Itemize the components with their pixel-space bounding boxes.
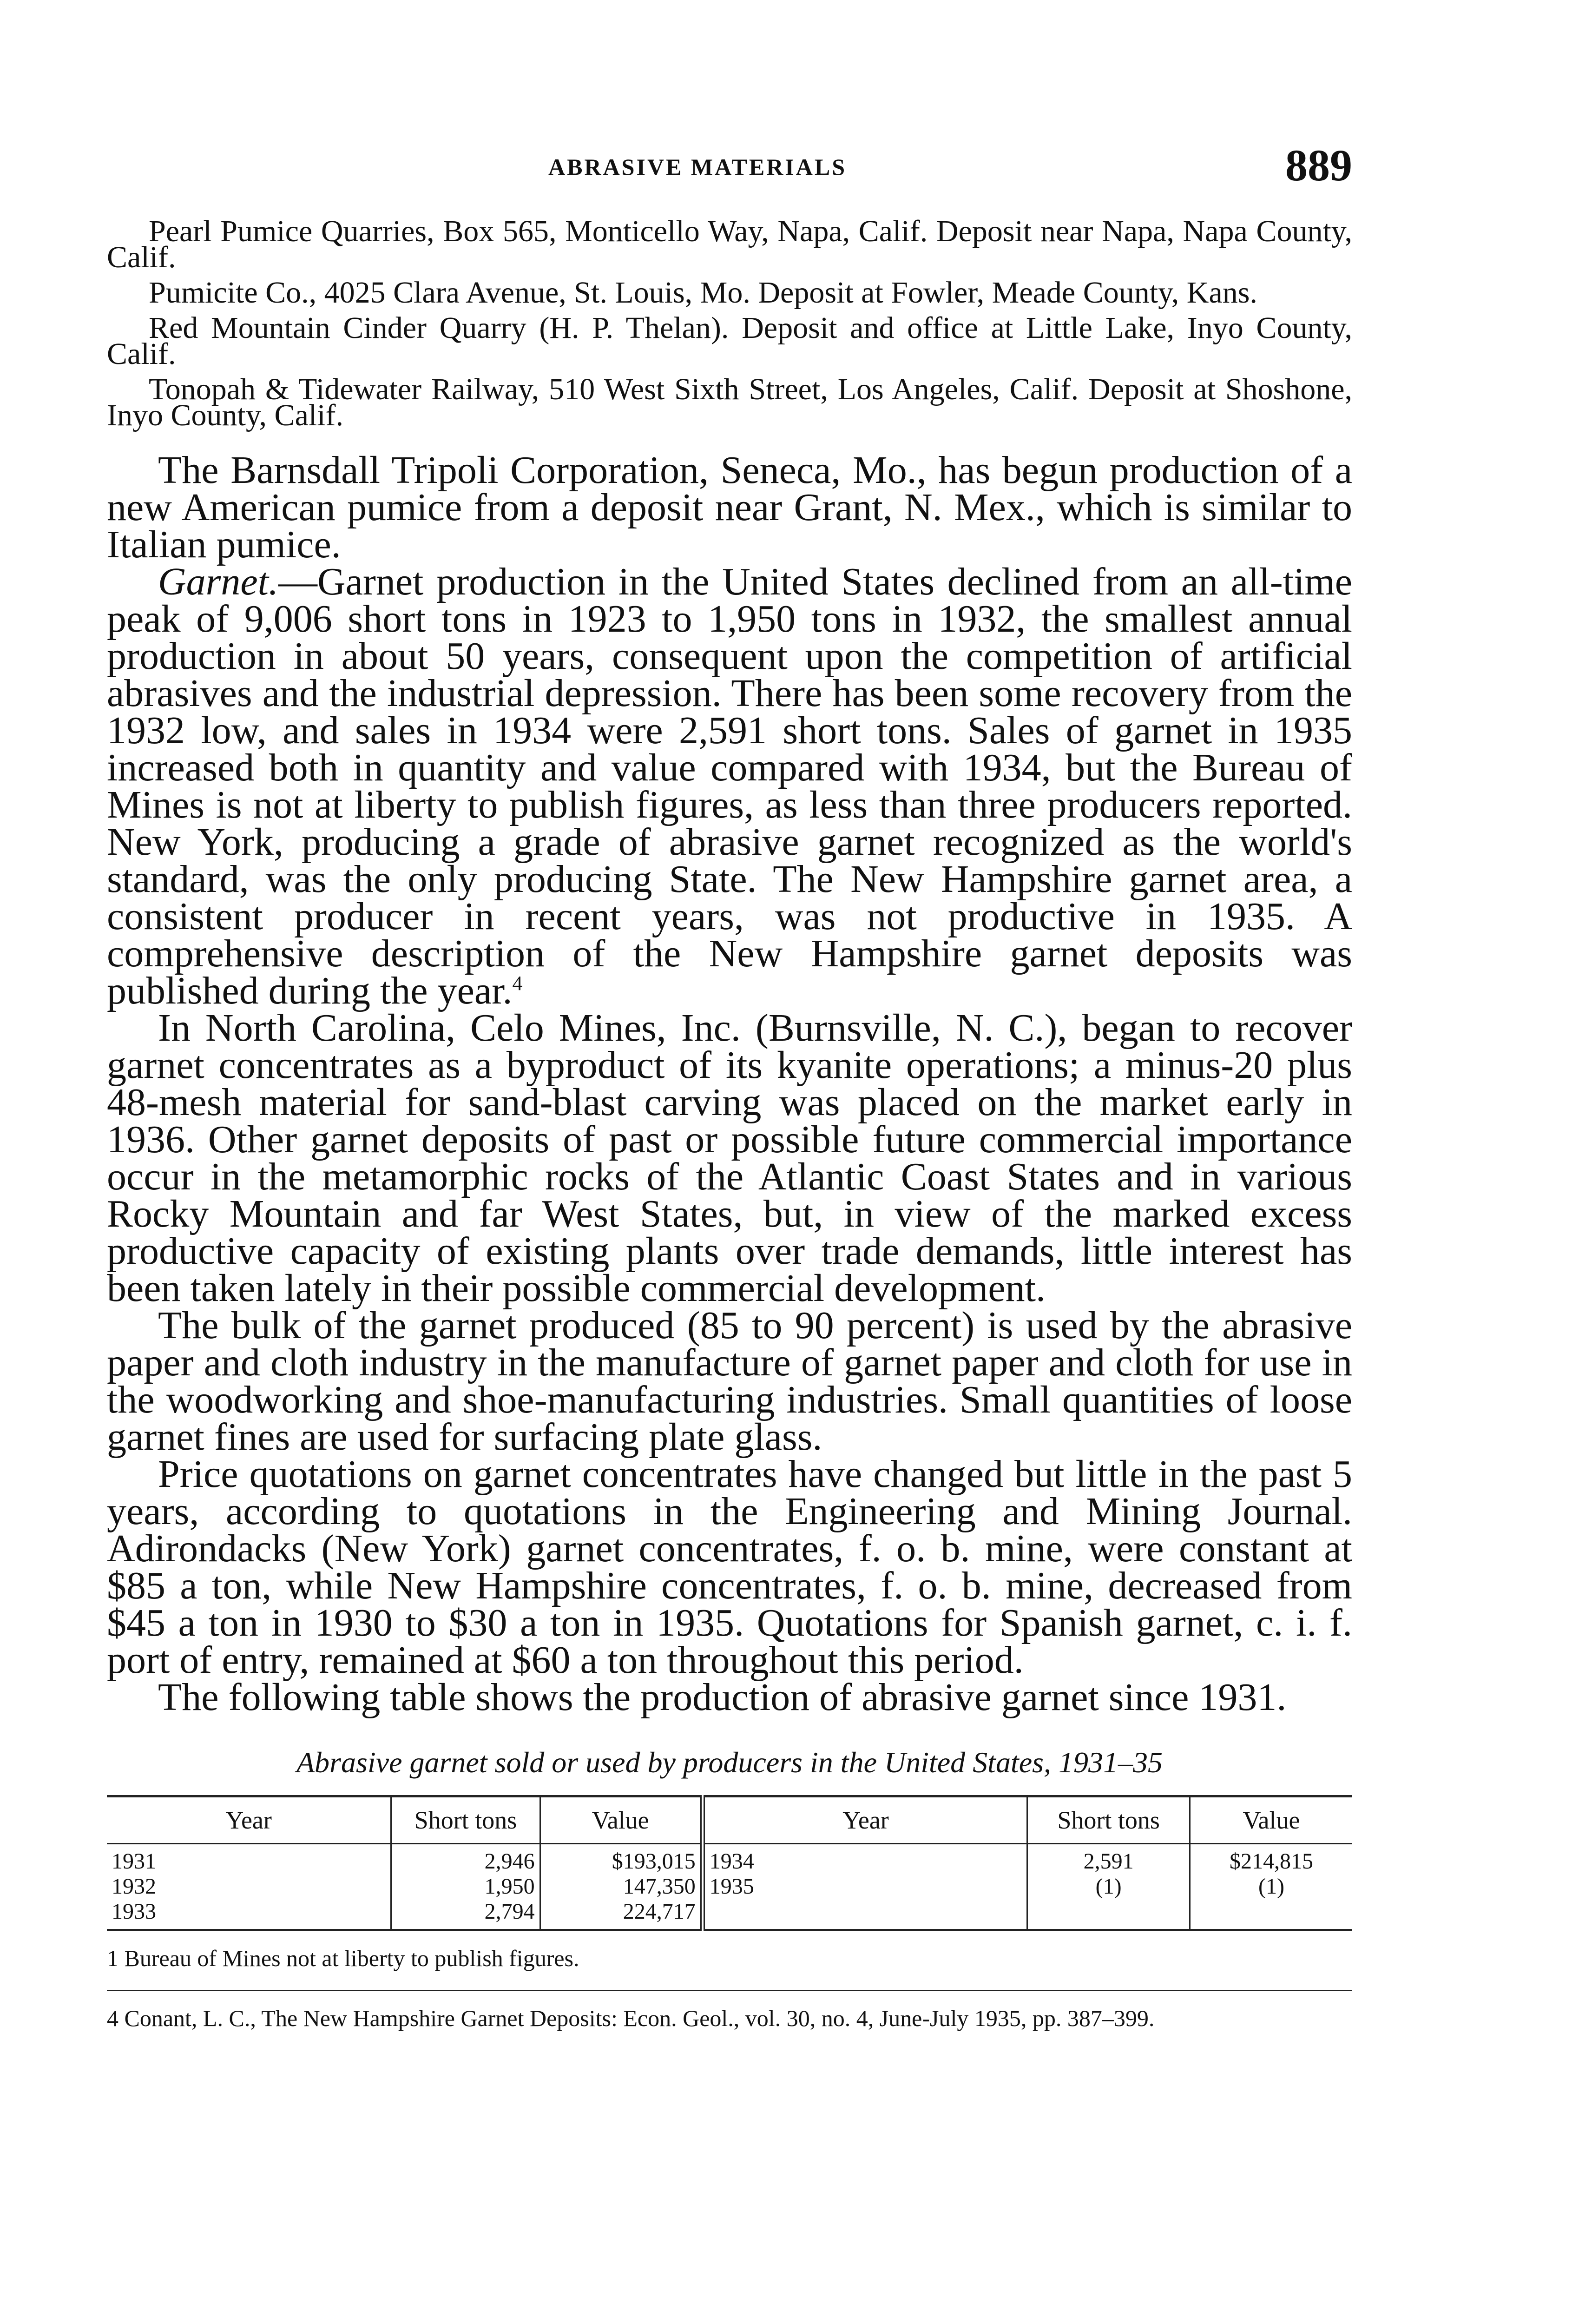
producer-entry: Red Mountain Cinder Quarry (H. P. Thelan). Deposit and office at Little Lake, Inyo County, Calif. [107,311,1352,371]
document-page [107,139,1352,2324]
short-tons-cell: 2,946 1,950 2,794 [391,1844,540,1930]
running-title: ABRASIVE MATERIALS [548,154,847,180]
producer-entry: Pearl Pumice Quarries, Box 565, Monticello Way, Napa, Calif. Deposit near Napa, Napa County, Calif. [107,214,1352,274]
column-header-year: Year [107,1796,391,1844]
garnet-run-in-heading: Garnet. [158,560,278,603]
value-cell: $214,815 (1) [1229,1849,1313,1899]
table-row [107,1844,1352,1930]
short-tons-cell: 2,591 (1) [1027,1844,1190,1930]
page-header [107,139,1352,191]
column-header-value: Value [540,1796,703,1844]
body-text [107,449,1352,1719]
table-caption: Abrasive garnet sold or used by producers in the United States, 1931–35 [296,1746,1163,1779]
paragraph-garnet [107,560,1352,1012]
paragraph-table-intro: The following table shows the production of abrasive garnet since 1931. [158,1676,1287,1719]
paragraph-price-quotations: Price quotations on garnet concentrates have changed but little in the past 5 years, according to quotations in the Engineering and Mining Journal. Adirondacks (New York) garnet concentrates, f. o. b. mine, were constant at $85 a ton, while New Hampshire concentrates, f. o. b. mine, decreased from $45 a ton in 1930 to $30 a ton in 1935. Quotations for Spanish garnet, c. i. f. port of entry, remained at $60 a ton throughout this period. [107,1452,1352,1682]
column-header-year: Year [703,1796,1027,1844]
year-cell: 1934 1935 [703,1844,1027,1930]
garnet-production-table [107,1795,1352,1931]
footnote-marker: 4 [512,972,523,995]
paragraph-barnsdall: The Barnsdall Tripoli Corporation, Seneca, Mo., has begun production of a new American pumice from a deposit near Grant, N. Mex., which is similar to Italian pumice. [107,449,1352,566]
producer-list [107,214,1352,432]
page-number: 889 [1285,140,1352,190]
column-header-value: Value [1190,1796,1352,1844]
column-header-short-tons: Short tons [1027,1796,1190,1844]
table-header-row [107,1796,1352,1844]
producer-entry: Pumicite Co., 4025 Clara Avenue, St. Louis, Mo. Deposit at Fowler, Meade County, Kans. [149,276,1257,310]
table-footnote: 1 Bureau of Mines not at liberty to publish figures. [107,1945,579,1971]
producer-entry: Tonopah & Tidewater Railway, 510 West Sixth Street, Los Angeles, Calif. Deposit at Shoshone, Inyo County, Calif. [107,372,1352,432]
footnote-4: 4 Conant, L. C., The New Hampshire Garnet Deposits: Econ. Geol., vol. 30, no. 4, June-July 1935, pp. 387–399. [107,2005,1155,2031]
garnet-paragraph-text: —Garnet production in the United States declined from an all-time peak of 9,006 short tons in 1923 to 1,950 tons in 1932, the smallest annual production in about 50 years, consequent upon the competition of artificial abrasives and the industrial depression. There has been some recovery from the 1932 low, and sales in 1934 were 2,591 short tons. Sales of garnet in 1935 increased both in quantity and value compared with 1934, but the Bureau of Mines is not at liberty to publish figures, as less than three producers reported. New York, producing a grade of abrasive garnet recognized as the world's standard, was the only producing State. The New Hampshire garnet area, a consistent producer in recent years, was not productive in 1935. A comprehensive description of the New Hampshire garnet deposits was published during the year. [107,560,1352,1012]
paragraph-bulk-usage: The bulk of the garnet produced (85 to 90 percent) is used by the abrasive paper and cloth industry in the manufacture of garnet paper and cloth for use in the woodworking and shoe-manufacturing industries. Small quantities of loose garnet fines are used for surfacing plate glass. [107,1304,1352,1459]
value-cell: $193,015 147,350 224,717 [540,1844,703,1930]
column-header-short-tons: Short tons [391,1796,540,1844]
footnote-divider [107,1990,1352,1991]
paragraph-north-carolina: In North Carolina, Celo Mines, Inc. (Burnsville, N. C.), began to recover garnet concentrates as a byproduct of its kyanite operations; a minus-20 plus 48-mesh material for sand-blast carving was placed on the market early in 1936. Other garnet deposits of past or possible future commercial importance occur in the metamorphic rocks of the Atlantic Coast States and in various Rocky Mountain and far West States, but, in view of the marked excess productive capacity of existing plants over trade demands, little interest has been taken lately in their possible commercial development. [107,1006,1352,1310]
year-cell: 1931 1932 1933 [107,1844,391,1930]
